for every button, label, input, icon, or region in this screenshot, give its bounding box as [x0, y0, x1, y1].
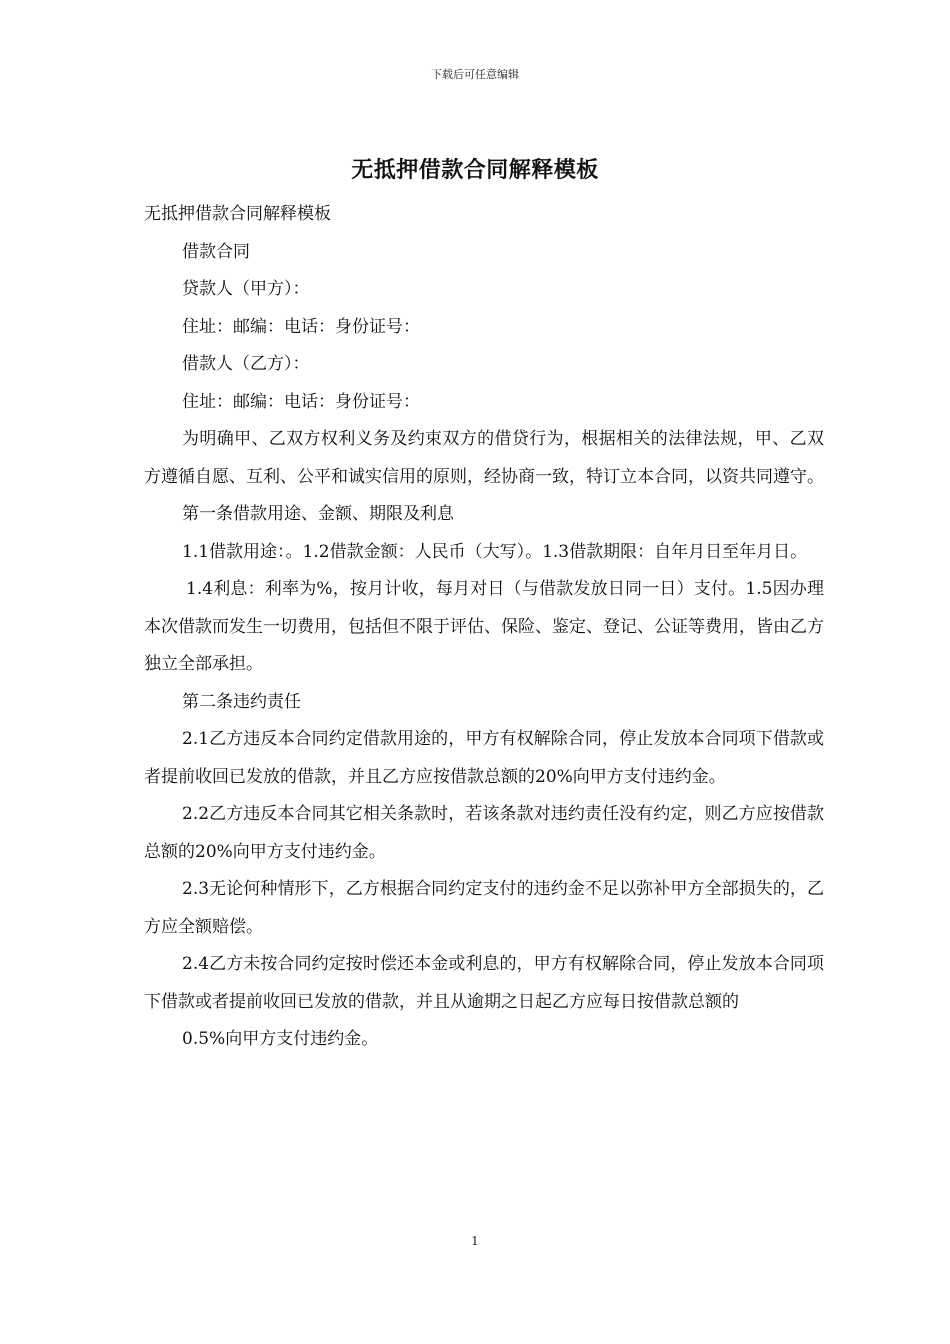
borrower-address-line: 住址：邮编：电话：身份证号：	[182, 391, 420, 412]
page-header-note: 下载后可任意编辑	[431, 68, 519, 81]
lender-label: 贷款人（甲方）：	[182, 279, 310, 299]
clause-2-3-paragraph: 2.3无论何种情形下，乙方根据合同约定支付的违约金不足以弥补甲方全部损失的，乙方应全额赔偿。	[144, 879, 824, 937]
lender-address-line: 住址：邮编：电话：身份证号：	[182, 316, 420, 337]
contract-heading: 借款合同	[182, 241, 250, 262]
page-number: 1	[471, 1234, 479, 1248]
clause-1-4-paragraph: 1.4利息：利率为%，按月计收，每月对日（与借款发放日同一日）支付。1.5因办理本次借款而发生一切费用，包括但不限于评估、保险、鉴定、登记、公证等费用，皆由乙方独立全部承担。	[144, 579, 824, 674]
document-title: 无抵押借款合同解释模板	[351, 158, 599, 183]
article-two-heading: 第二条违约责任	[182, 691, 301, 712]
document-body	[144, 196, 824, 1059]
article-one-heading: 第一条借款用途、金额、期限及利息	[182, 504, 454, 524]
clause-2-4-paragraph: 2.4乙方未按合同约定按时偿还本金或利息的，甲方有权解除合同，停止发放本合同项下借款或者提前收回已发放的借款，并且从逾期之日起乙方应每日按借款总额的	[144, 954, 824, 1012]
borrower-label: 借款人（乙方）：	[182, 354, 310, 374]
clause-1-1-paragraph: 1.1借款用途：。1.2借款金额：人民币（大写）。1.3借款期限：自年月日至年月日。	[182, 541, 808, 562]
clause-2-2-paragraph: 2.2乙方违反本合同其它相关条款时，若该条款对违约责任没有约定，则乙方应按借款总额的20%向甲方支付违约金。	[144, 804, 824, 862]
subtitle-paragraph: 无抵押借款合同解释模板	[144, 204, 331, 224]
preamble-paragraph: 为明确甲、乙双方权利义务及约束双方的借贷行为，根据相关的法律法规，甲、乙双方遵循自愿、互利、公平和诚实信用的原则，经协商一致，特订立本合同，以资共同遵守。	[144, 429, 824, 487]
clause-2-4-continuation: 0.5%向甲方支付违约金。	[182, 1029, 379, 1049]
clause-2-1-paragraph: 2.1乙方违反本合同约定借款用途的，甲方有权解除合同，停止发放本合同项下借款或者提前收回已发放的借款，并且乙方应按借款总额的20%向甲方支付违约金。	[144, 729, 824, 787]
